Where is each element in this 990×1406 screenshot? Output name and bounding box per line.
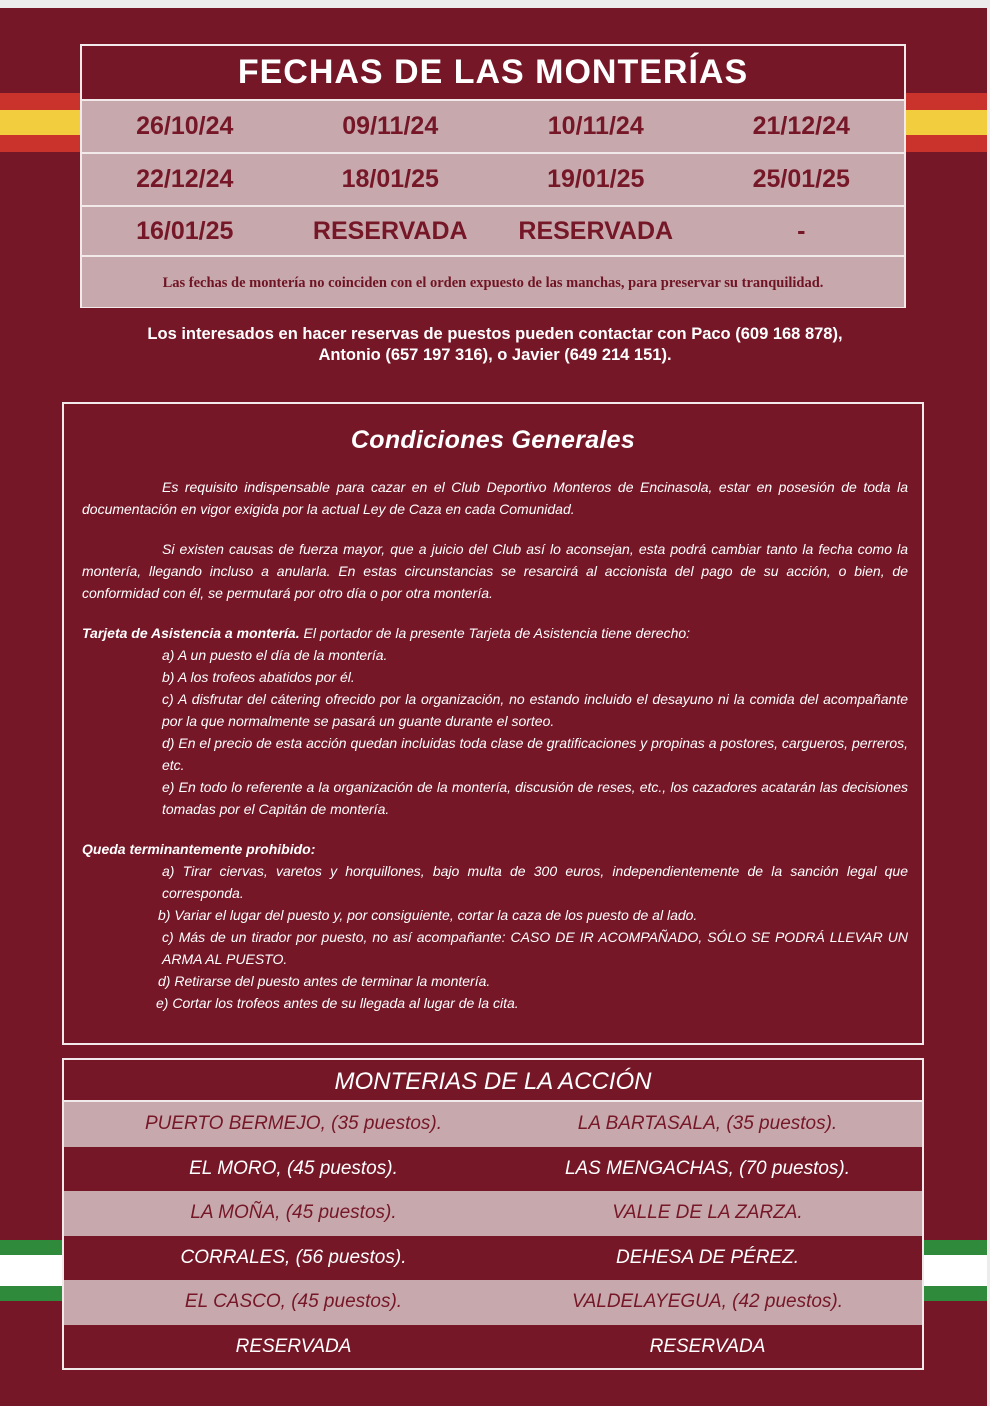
spain-flag-left — [0, 93, 82, 152]
contact-line-2: Antonio (657 197 316), o Javier (649 214 151). — [318, 346, 672, 364]
conditions-body — [82, 476, 908, 1014]
date-cell: 21/12/24 — [752, 112, 850, 140]
date-cell: 26/10/24 — [136, 112, 234, 140]
card-item: c) A disfrutar del cátering ofrecido por la organización, no estando incluido el desayuno ni la comida del acompañante por la que normalmente se pasará un guante durante el sorteo. — [162, 691, 908, 729]
prohibited-item: b) Variar el lugar del puesto y, por consiguiente, cortar la caza de los puesto de al lado. — [158, 907, 698, 923]
card-item: e) En todo lo referente a la organización de la montería, discusión de reses, etc., los cazadores acatarán las decisiones tomadas por el Capitán de montería. — [162, 779, 908, 817]
date-cell: 16/01/25 — [136, 217, 234, 245]
monterias-title: MONTERIAS DE LA ACCIÓN — [64, 1060, 922, 1102]
card-item: b) A los trofeos abatidos por él. — [162, 669, 355, 685]
monteria-cell: VALDELAYEGUA, (42 puestos). — [571, 1291, 844, 1312]
monteria-cell: RESERVADA — [649, 1335, 766, 1357]
andalusia-flag-left — [0, 1240, 63, 1301]
date-cell: 25/01/25 — [752, 165, 850, 193]
monteria-cell: EL CASCO, (45 puestos). — [184, 1291, 403, 1312]
date-cell: RESERVADA — [518, 217, 674, 245]
monteria-cell: PUERTO BERMEJO, (35 puestos). — [144, 1113, 443, 1134]
monterias-row — [64, 1191, 922, 1236]
monteria-cell: DEHESA DE PÉREZ. — [615, 1246, 799, 1268]
monteria-cell: EL MORO, (45 puestos). — [189, 1157, 398, 1179]
conditions-paragraph: Es requisito indispensable para cazar en el Club Deportivo Monteros de Encinasola, estar en posesión de toda la documentación en vigor exigida por la actual Ley de Caza en cada Comunidad. — [82, 479, 908, 517]
date-cell: 09/11/24 — [342, 112, 439, 140]
prohibited-item: d) Retirarse del puesto antes de terminar la montería. — [158, 973, 491, 989]
monteria-cell: RESERVADA — [235, 1335, 352, 1357]
monterias-row — [64, 1236, 922, 1281]
card-label: Tarjeta de Asistencia a montería. — [82, 625, 300, 641]
monterias-row — [64, 1280, 922, 1325]
dates-row — [82, 152, 904, 205]
date-cell: 22/12/24 — [136, 165, 234, 193]
monterias-row — [64, 1147, 922, 1192]
dates-row — [82, 205, 904, 255]
dates-row — [82, 99, 904, 152]
card-item: a) A un puesto el día de la montería. — [162, 647, 388, 663]
card-text: El portador de la presente Tarjeta de Asistencia tiene derecho: — [299, 625, 691, 641]
monterias-row — [64, 1325, 922, 1370]
monteria-cell: LA BARTASALA, (35 puestos). — [577, 1113, 838, 1134]
monteria-cell: VALLE DE LA ZARZA. — [612, 1202, 803, 1223]
card-item: d) En el precio de esta acción quedan incluidas toda clase de gratificaciones y propinas a postores, cargueros, perreros, etc. — [162, 735, 908, 773]
dates-note: Las fechas de montería no coinciden con el orden expuesto de las manchas, para preservar su tranquilidad. — [82, 255, 904, 307]
monterias-table — [62, 1058, 924, 1370]
date-cell: RESERVADA — [312, 217, 468, 245]
date-cell: 18/01/25 — [341, 165, 439, 193]
dates-title: FECHAS DE LAS MONTERÍAS — [237, 53, 749, 91]
card-heading — [82, 622, 908, 644]
conditions-paragraph: Si existen causas de fuerza mayor, que a juicio del Club así lo aconsejan, esta podrá cambiar tanto la fecha como la montería, llegando incluso a anularla. En estas circunstancias se resarcirá al accionista del pago de su acción, o bien, de conformidad con él, se permutará por otro día o por otra montería. — [82, 541, 908, 601]
monteria-cell: CORRALES, (56 puestos). — [180, 1246, 407, 1268]
conditions-title: Condiciones Generales — [350, 426, 636, 454]
monteria-cell: LA MOÑA, (45 puestos). — [190, 1202, 397, 1223]
prohibited-heading: Queda terminantemente prohibido: — [82, 841, 316, 857]
prohibited-item: e) Cortar los trofeos antes de su llegada al lugar de la cita. — [156, 995, 519, 1011]
spain-flag-right — [904, 93, 987, 152]
prohibited-item: a) Tirar ciervas, varetos y horquillones, bajo multa de 300 euros, independientemente de la sanción legal que corresponda. — [162, 863, 908, 901]
date-cell: 10/11/24 — [547, 112, 644, 140]
dates-table — [80, 44, 906, 308]
prohibited-item: c) Más de un tirador por puesto, no así acompañante: CASO DE IR ACOMPAÑADO, SÓLO SE PODRÁ LLEVAR UN ARMA AL PUESTO. — [162, 929, 908, 967]
monterias-row — [64, 1102, 922, 1147]
conditions-box — [62, 402, 924, 1045]
date-cell: - — [797, 217, 806, 245]
contact-info — [40, 324, 950, 366]
poster-page — [0, 8, 987, 1406]
andalusia-flag-right — [924, 1240, 987, 1301]
date-cell: 19/01/25 — [547, 165, 645, 193]
monteria-cell: LAS MENGACHAS, (70 puestos). — [564, 1157, 851, 1179]
contact-line-1: Los interesados en hacer reservas de puestos pueden contactar con Paco (609 168 878), — [147, 325, 843, 343]
